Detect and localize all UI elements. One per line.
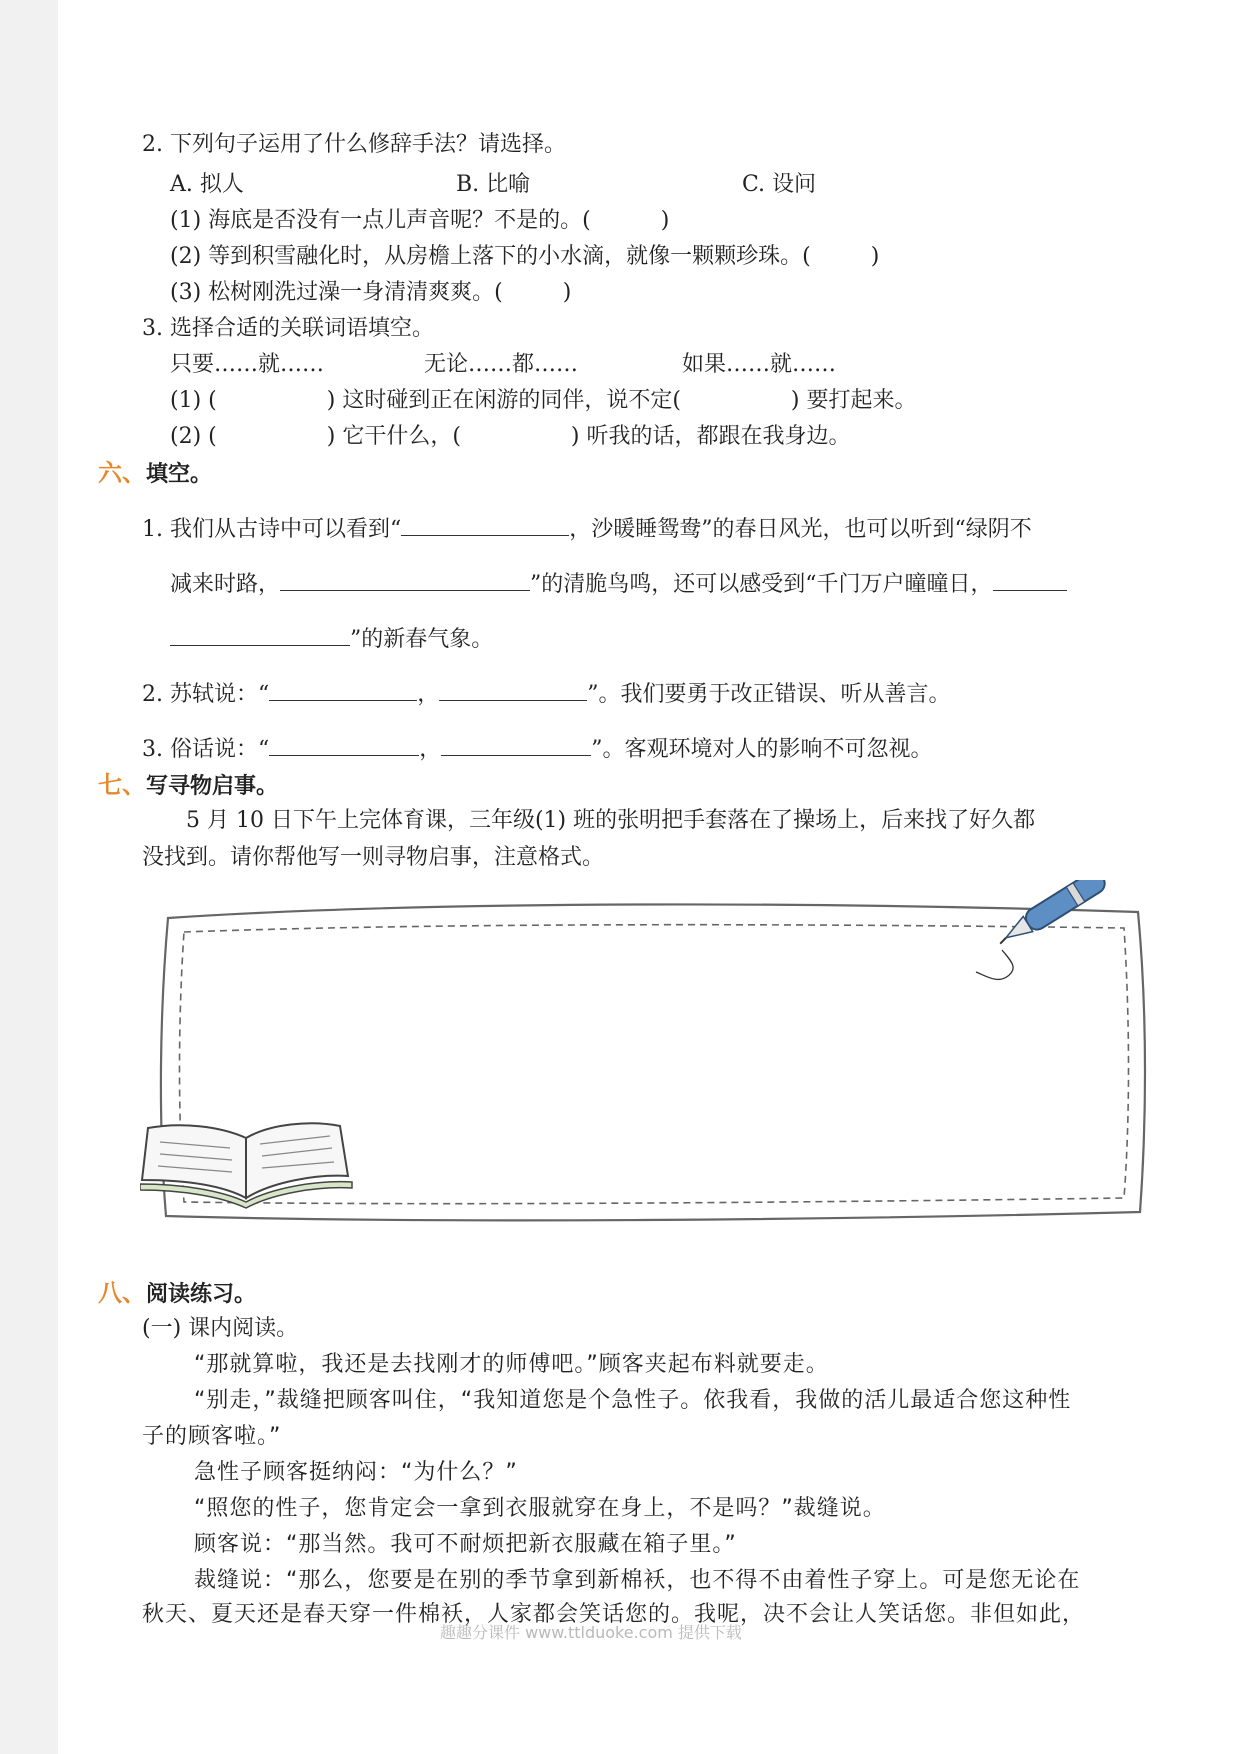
paren-close-3: ) (562, 280, 572, 305)
conjunction-1: 只要……就…… (170, 352, 325, 377)
fill-2-suffix: ”的清脆鸟鸣，还可以感受到“千门万户曈曈日， (530, 572, 993, 597)
rhetoric-sentence-3 (170, 278, 571, 308)
rhetoric-sentence-1 (170, 206, 669, 236)
reading-line: 秋天、夏天还是春天穿一件棉袄，人家都会笑话您的。我呢，决不会让人笑话您。非但如此， (142, 1602, 1086, 1627)
section-7-number: 七、 (98, 770, 146, 799)
sushi-blank-2[interactable] (439, 678, 587, 701)
rhetoric-sentence-2 (170, 242, 879, 272)
fill-line-5 (142, 733, 933, 765)
section-8-subheading: (一) 课内阅读。 (142, 1316, 299, 1341)
reading-line: “别走，”裁缝把顾客叫住，“我知道您是个急性子。依我看，我做的活儿最适合您这种性 (194, 1388, 1072, 1413)
fill-5-suffix: ”。客观环境对人的影响不可忽视。 (591, 737, 933, 762)
section-6-title: 填空。 (146, 462, 213, 487)
reading-line: 顾客说：“那当然。我可不耐烦把新衣服藏在箱子里。” (194, 1532, 737, 1557)
section-8-heading (98, 1278, 256, 1310)
poem-blank-1[interactable] (401, 513, 569, 536)
paren-close-1: ) (660, 208, 670, 233)
paren-close-2: ) (870, 244, 880, 269)
section-6-number: 六、 (98, 458, 146, 487)
fill-5-comma: ， (419, 737, 442, 762)
sentence-3-text: (3) 松树刚洗过澡一身清清爽爽。( (170, 280, 503, 305)
left-gutter (0, 0, 58, 1754)
fill-1-suffix: ，沙暖睡鸳鸯”的春日风光，也可以听到“绿阴不 (569, 517, 1032, 542)
footer-watermark: 趣趣分课件 www.ttlduoke.com 提供下载 (440, 1623, 742, 1642)
fill-line-2 (170, 568, 1067, 600)
fill-4-suffix: ”。我们要勇于改正错误、听从善言。 (587, 682, 951, 707)
fill-2-prefix: 减来时路， (170, 572, 281, 597)
sushi-blank-1[interactable] (269, 678, 417, 701)
q5-item3-title: 3. 选择合适的关联词语填空。 (142, 316, 434, 341)
section-7-title: 写寻物启事。 (146, 774, 279, 799)
fill-2-middle: ) 它干什么，( (326, 424, 461, 449)
fill-5-prefix: 3. 俗话说：“ (142, 737, 270, 762)
conjunction-2: 无论……都…… (424, 352, 579, 377)
fill-1-end: ) 要打起来。 (790, 388, 917, 413)
option-a: A. 拟人 (170, 172, 244, 197)
fill-line-4 (142, 678, 951, 710)
section-6-heading (98, 458, 212, 490)
fill-4-comma: ， (417, 682, 440, 707)
proverb-blank-2[interactable] (441, 733, 591, 756)
fill-line-1 (142, 513, 1032, 545)
fill-2-start: (2) ( (170, 424, 217, 449)
poem-blank-3a[interactable] (993, 568, 1067, 591)
fill-1-prefix: 1. 我们从古诗中可以看到“ (142, 517, 402, 542)
option-c: C. 设问 (742, 172, 817, 197)
fill-1-middle: ) 这时碰到正在闲游的同伴，说不定( (326, 388, 681, 413)
section-8-title: 阅读练习。 (146, 1282, 257, 1307)
reading-line: 子的顾客啦。” (142, 1424, 282, 1449)
sentence-2-text: (2) 等到积雪融化时，从房檐上落下的小水滴，就像一颗颗珍珠。( (170, 244, 811, 269)
poem-blank-2[interactable] (280, 568, 530, 591)
poem-blank-3b[interactable] (170, 623, 350, 646)
conjunction-fill-2 (170, 422, 851, 452)
fill-line-3 (170, 623, 493, 655)
q5-item2-title: 2. 下列句子运用了什么修辞手法？请选择。 (142, 132, 566, 157)
fill-3-suffix: ”的新春气象。 (350, 627, 494, 652)
section-7-paragraph-1: 5 月 10 日下午上完体育课，三年级(1) 班的张明把手套落在了操场上，后来找了好久都 (186, 808, 1036, 833)
conjunction-fill-1 (170, 386, 917, 416)
fill-4-prefix: 2. 苏轼说：“ (142, 682, 270, 707)
section-7-heading (98, 770, 278, 802)
reading-line: 裁缝说：“那么，您要是在别的季节拿到新棉袄，也不得不由着性子穿上。可是您无论在 (194, 1568, 1081, 1593)
conjunction-3: 如果……就…… (682, 352, 837, 377)
reading-line: 急性子顾客挺纳闷：“为什么？” (194, 1460, 518, 1485)
reading-line: “照您的性子，您肯定会一拿到衣服就穿在身上，不是吗？”裁缝说。 (194, 1496, 886, 1521)
fill-2-end: ) 听我的话，都跟在我身边。 (570, 424, 851, 449)
section-8-number: 八、 (98, 1278, 146, 1307)
section-7-paragraph-2: 没找到。请你帮他写一则寻物启事，注意格式。 (142, 845, 605, 870)
proverb-blank-1[interactable] (269, 733, 419, 756)
writing-frame[interactable] (140, 880, 1170, 1240)
sentence-1-text: (1) 海底是否没有一点儿声音呢？不是的。( (170, 208, 591, 233)
reading-line: “那就算啦，我还是去找刚才的师傅吧。”顾客夹起布料就要走。 (194, 1352, 829, 1377)
fill-1-start: (1) ( (170, 388, 217, 413)
option-b: B. 比喻 (456, 172, 531, 197)
